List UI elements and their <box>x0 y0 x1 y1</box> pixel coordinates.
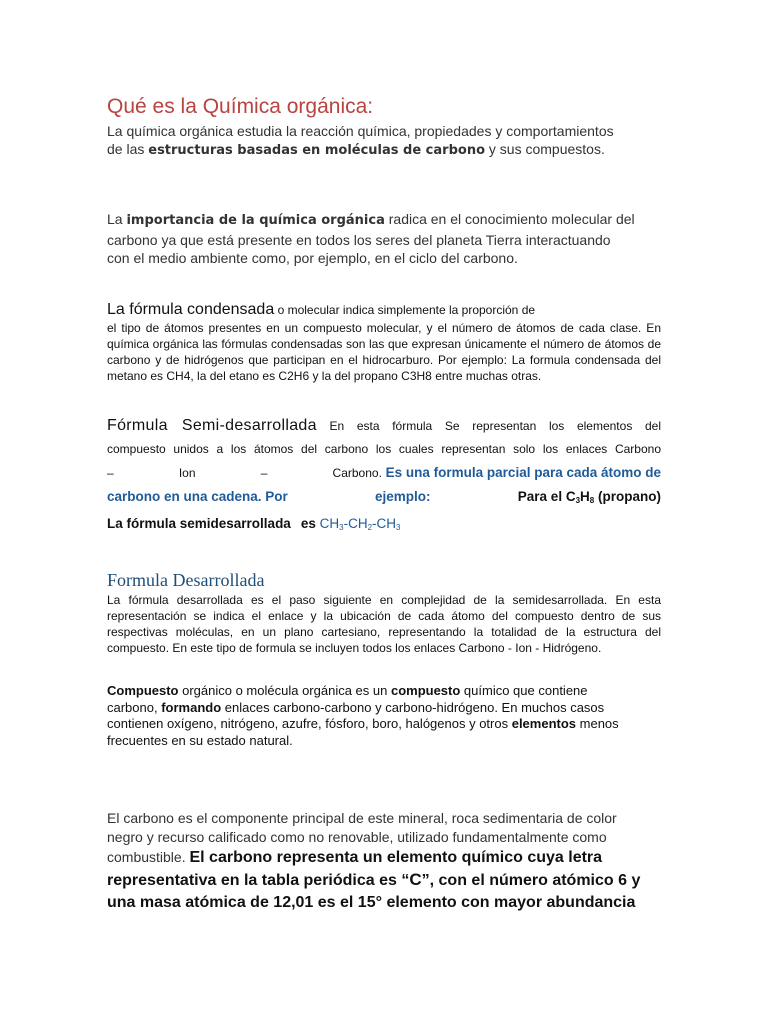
p7-line1: El carbono es el componente principal de este mineral, roca sedimentaria de color <box>107 810 617 826</box>
p6-line4: frecuentes en su estado natural. <box>107 732 293 748</box>
p4-carbono: Carbono. <box>332 466 382 480</box>
p6-t3: carbono, <box>107 699 162 715</box>
p6-t1: orgánico o molécula orgánica es un <box>178 683 391 698</box>
p4-f3: -CH <box>372 516 397 531</box>
p7-c: C <box>409 870 422 889</box>
p4-formula <box>320 516 401 531</box>
p4-line4 <box>107 485 661 512</box>
p4-propano-sub1: 3 <box>575 496 581 505</box>
p7-carbono: carbono <box>209 849 273 866</box>
p2-bold: importancia de la química orgánica <box>126 213 385 228</box>
p4-ejemplo: ejemplo: <box>375 489 431 504</box>
p3-body: el tipo de átomos presentes en un compuesto molecular, y el número de átomos de cada clase. En química orgánica las fórmulas condensadas son las que expresan únicamente el número de átomos de carbono y de hidrógenos que participan en el hidrocarburo. Por ejemplo: La formula condensada del metano es CH4, la del etano es C2H6 y la del propano C3H8 entre muchas otras. <box>107 321 661 383</box>
p7-combustible: combustible. <box>107 849 190 865</box>
p4-f2s: 2 <box>367 523 373 532</box>
heading-quimica-organica: Qué es la Química orgánica: <box>107 95 374 118</box>
p6-line1 <box>107 683 661 700</box>
p6-line3 <box>107 716 661 733</box>
p7-big3: representativa en la tabla periódica es “ <box>107 872 410 889</box>
p4-line3 <box>107 461 661 485</box>
p6-bold3: formando <box>161 699 222 715</box>
p4-dash1: – <box>107 466 114 480</box>
p4-highlight2: carbono en una cadena. Por <box>107 489 288 504</box>
p7-line4 <box>107 869 661 892</box>
p6-bold2: compuesto <box>390 683 461 698</box>
p4-f1s: 3 <box>339 523 344 532</box>
p4-f1: CH <box>319 516 340 531</box>
p2-line1 <box>107 210 661 231</box>
p4-dash2: – <box>260 466 268 480</box>
p1-bold: estructuras basadas en moléculas de carbono <box>148 143 485 158</box>
p7-line5: una masa atómica de 12,01 es el 15° elemento con mayor abundancia <box>107 894 636 911</box>
p6-t6: menos <box>576 716 619 731</box>
p4-propano-end: (propano) <box>594 489 661 504</box>
p4-line1 <box>107 414 661 438</box>
p4-heading: Fórmula Semi-desarrollada <box>107 417 317 434</box>
p7-big2: representa un elemento químico cuya letra <box>272 849 603 866</box>
p4-head-text: En esta fórmula Se representan los elementos del <box>316 419 662 433</box>
paragraph-carbono <box>107 809 661 914</box>
p4-carbono-hl <box>333 461 661 485</box>
p2-text: La <box>107 211 127 227</box>
p4-highlight1: Es una formula parcial para cada átomo de <box>381 465 661 480</box>
p4-propano-h: H <box>580 489 590 504</box>
p6-t2: químico que contiene <box>460 683 588 698</box>
p1-line2 <box>107 140 661 160</box>
p1-text-end: y sus compuestos. <box>485 141 605 157</box>
p3-head-line <box>107 300 661 320</box>
p6-bold4: elementos <box>511 716 577 731</box>
paragraph-importance <box>107 210 661 268</box>
paragraph-formula-desarrollada: La fórmula desarrollada es el paso siguiente en complejidad de la semidesarrollada. En esta representación se indica el enlace y la ubicación de cada átomo del compuesto dentro de sus respectivas moléculas, en un plano cartesiano, representando la totalidad de la estructura del compuesto. En este tipo de formula se incluyen todos los enlaces Carbono - Ion - Hidrógeno. <box>107 593 661 655</box>
paragraph-compuesto-organico <box>107 683 661 749</box>
p7-line3 <box>107 847 661 869</box>
p2-text-end: radica en el conocimiento molecular del <box>384 211 635 227</box>
heading-formula-desarrollada: Formula Desarrollada <box>107 570 265 590</box>
p6-line2 <box>107 700 661 717</box>
p4-f3s: 3 <box>396 523 401 532</box>
p4-es: es <box>300 516 320 531</box>
p7-line2: negro y recurso calificado como no renovable, utilizado fundamentalmente como <box>107 829 607 845</box>
paragraph-formula-condensada <box>107 300 661 384</box>
p1-text: de las <box>107 141 149 157</box>
paragraph-semi-desarrollada <box>107 414 661 539</box>
p4-semidesarrollada: La fórmula semidesarrollada <box>107 516 291 531</box>
p6-t4: enlaces carbono-carbono y carbono-hidrógeno. En muchos casos <box>221 699 605 715</box>
p4-propano-a: Para el C <box>517 489 576 504</box>
p3-head-text: o molecular indica simplemente la proporción de <box>274 303 536 317</box>
p6-bold1: Compuesto <box>107 683 179 698</box>
p6-t5: contienen oxígeno, nitrógeno, azufre, fósforo, boro, halógenos y otros <box>107 716 512 731</box>
p4-propano-sub2: 8 <box>589 496 595 505</box>
p2-line2: carbono ya que está presente en todos los seres del planeta Tierra interactuando <box>107 231 611 248</box>
p4-f2: -CH <box>343 516 368 531</box>
p1-line1: La química orgánica estudia la reacción química, propiedades y comportamientos <box>107 123 614 139</box>
p4-ion: Ion <box>178 466 196 480</box>
p4-propano <box>518 485 661 512</box>
p7-big4: ”, con el número atómico 6 y <box>421 872 641 889</box>
p4-line2: compuesto unidos a los átomos del carbono los cuales representan solo los enlaces Carbono <box>107 442 661 456</box>
p4-line5 <box>107 512 661 539</box>
p7-big1: El <box>189 849 210 866</box>
p2-line3: con el medio ambiente como, por ejemplo, en el ciclo del carbono. <box>107 250 518 266</box>
paragraph-definition <box>107 122 661 160</box>
p3-heading: La fórmula condensada <box>107 301 275 318</box>
